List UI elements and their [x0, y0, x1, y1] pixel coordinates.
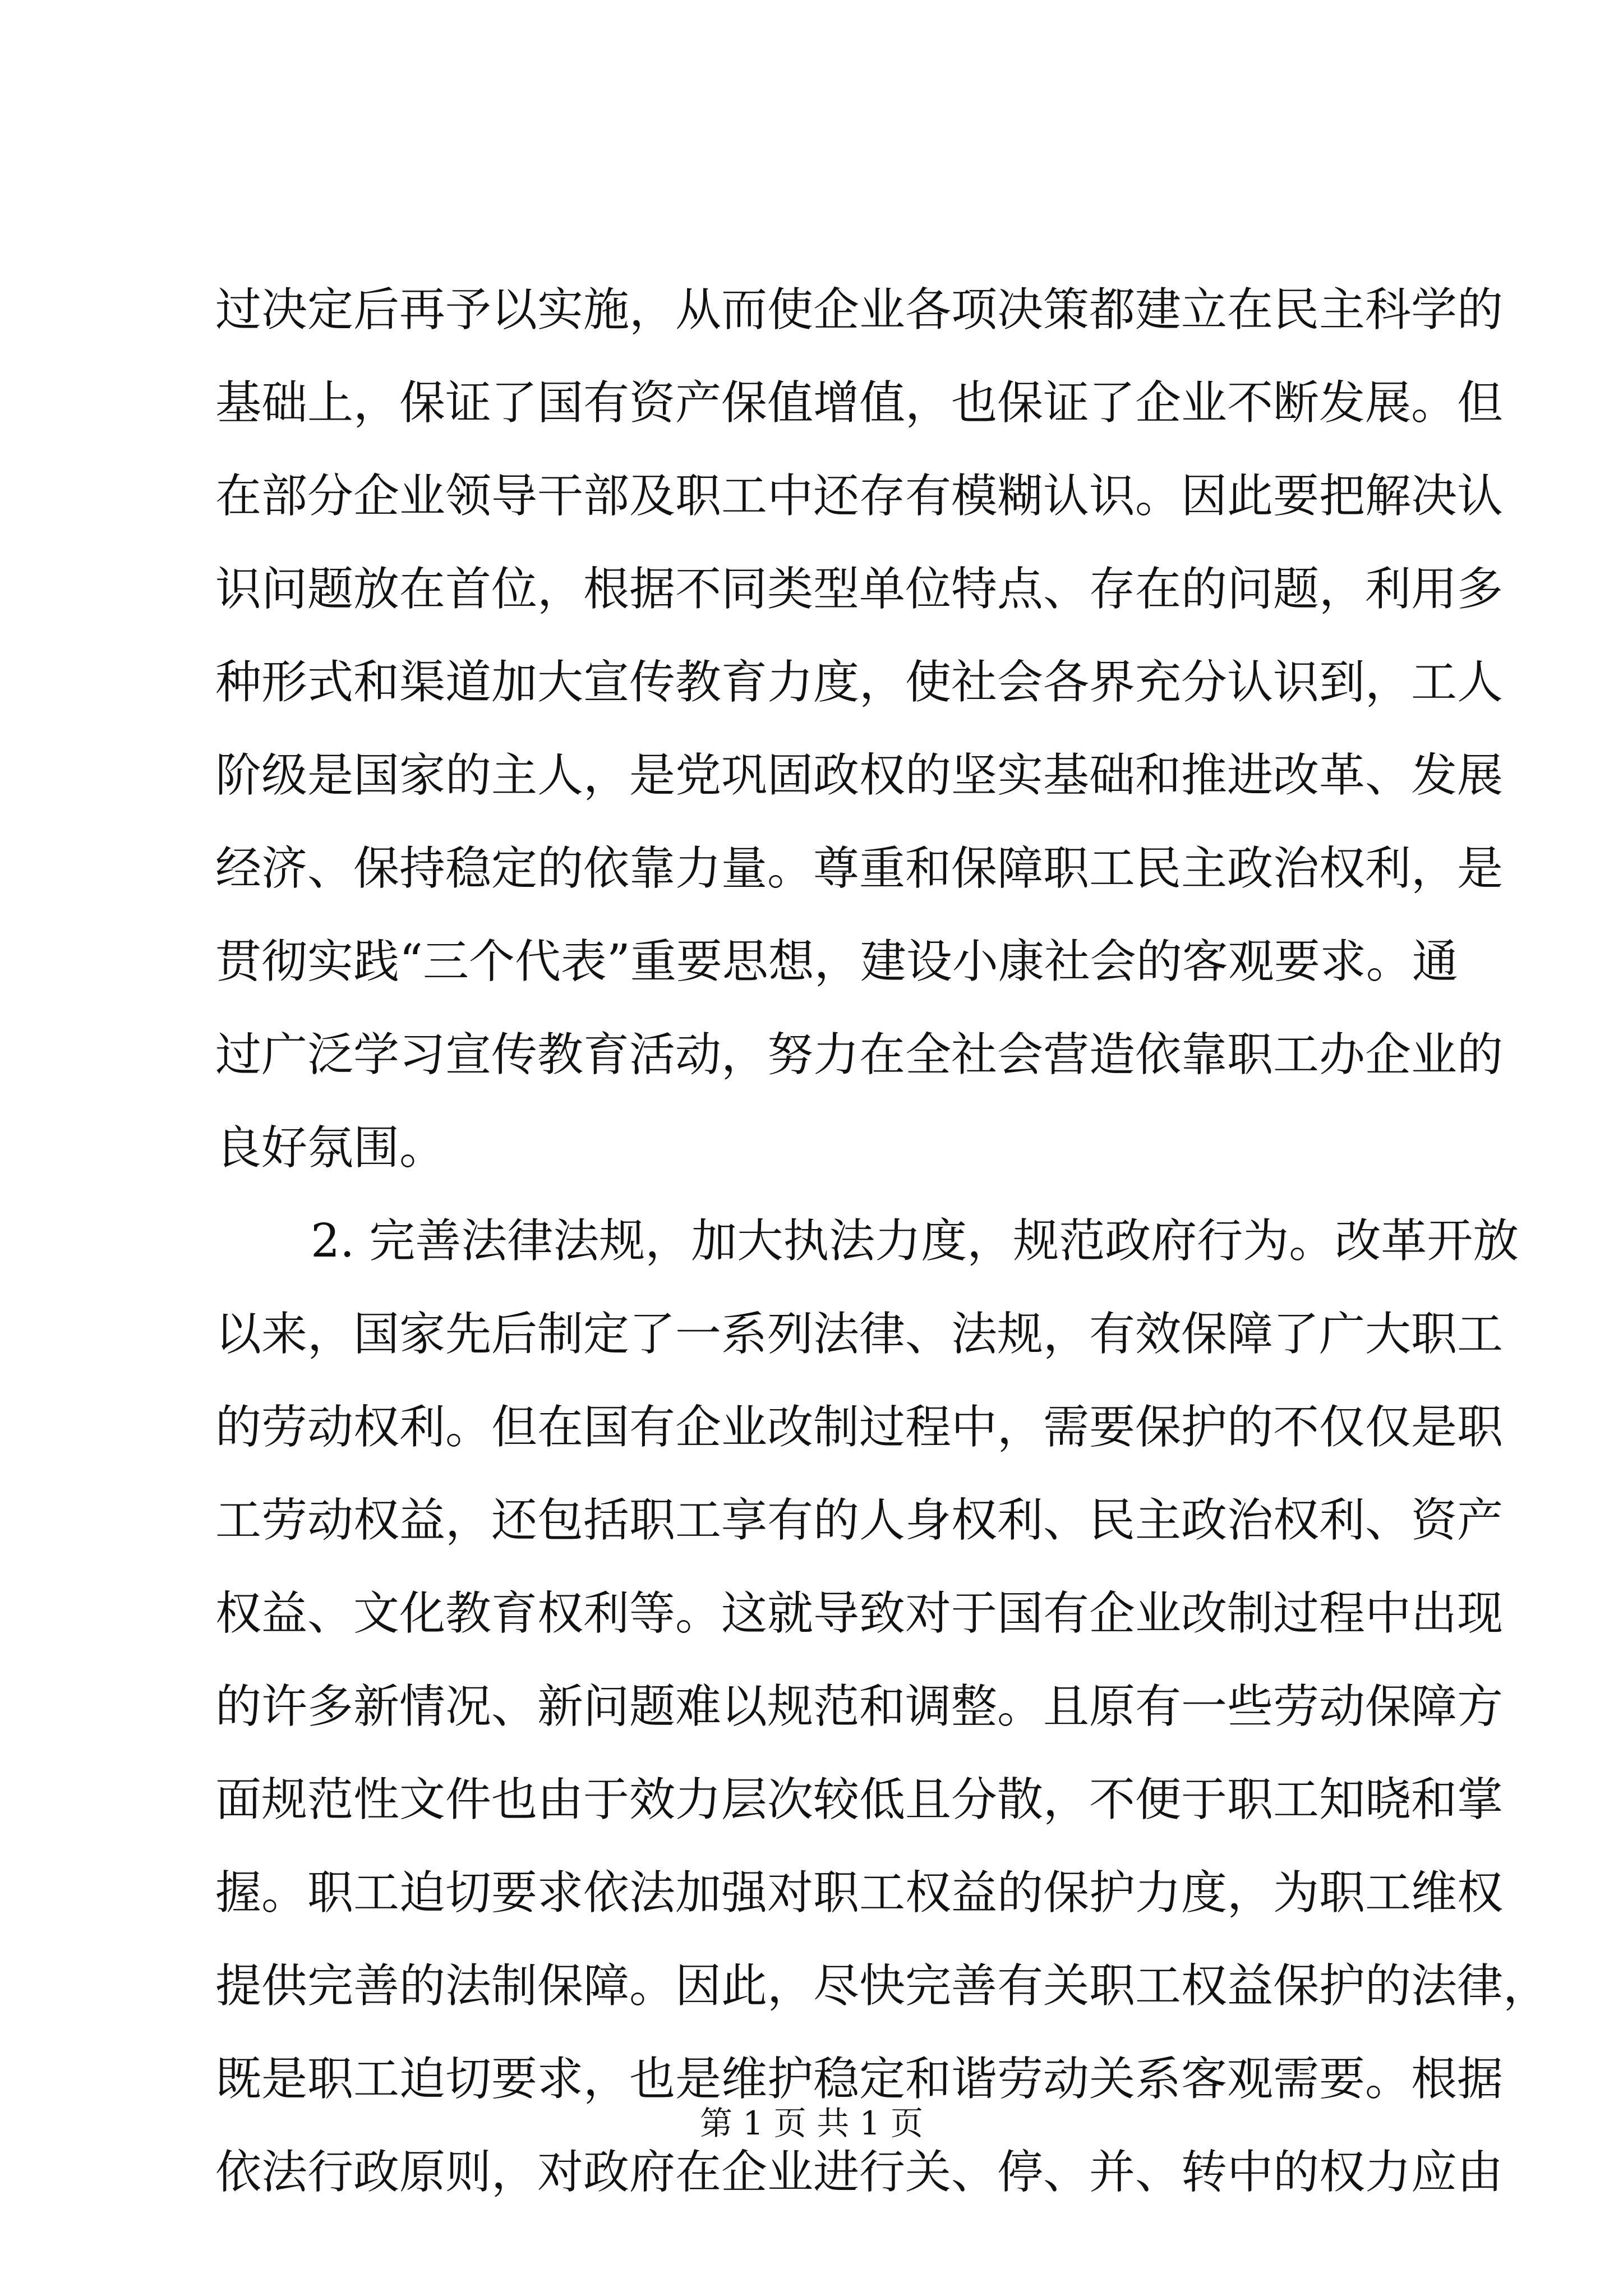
- text-line: 贯彻实践“三个代表”重要思想，建设小康社会的客观要求。通: [215, 935, 1458, 988]
- text-line: 既是职工迫切要求，也是维护稳定和谐劳动关系客观需要。根据: [215, 2053, 1504, 2106]
- text-line: 种形式和渠道加大宣传教育力度，使社会各界充分认识到，工人: [215, 656, 1504, 709]
- text-line: 的许多新情况、新问题难以规范和调整。且原有一些劳动保障方: [215, 1680, 1504, 1733]
- page-number-label: 第 1 页 共 1 页: [700, 2104, 923, 2142]
- text-line: 经济、保持稳定的依靠力量。尊重和保障职工民主政治权利，是: [215, 842, 1504, 895]
- text-line: 在部分企业领导干部及职工中还存有模糊认识。因此要把解决认: [215, 470, 1504, 523]
- text-line: 握。职工迫切要求依法加强对职工权益的保护力度，为职工维权: [215, 1866, 1504, 1920]
- text-line: 权益、文化教育权利等。这就导致对于国有企业改制过程中出现: [215, 1587, 1504, 1640]
- document-body: [215, 264, 1550, 2219]
- text-line: 过决定后再予以实施，从而使企业各项决策都建立在民主科学的: [215, 283, 1504, 337]
- paragraph-2: [215, 1195, 1550, 2219]
- page-footer: [0, 2101, 1623, 2146]
- text-line: 提供完善的法制保障。因此，尽快完善有关职工权益保护的法律，: [215, 1959, 1550, 2013]
- text-line: 依法行政原则，对政府在企业进行关、停、并、转中的权力应由: [215, 2146, 1504, 2199]
- text-line: 基础上，保证了国有资产保值增值，也保证了企业不断发展。但: [215, 376, 1504, 430]
- text-line: 过广泛学习宣传教育活动，努力在全社会营造依靠职工办企业的: [215, 1028, 1504, 1082]
- text-line: 的劳动权利。但在国有企业改制过程中，需要保护的不仅仅是职: [215, 1401, 1504, 1454]
- text-line: 良好氛围。: [215, 1121, 446, 1175]
- text-line: 阶级是国家的主人，是党巩固政权的坚实基础和推进改革、发展: [215, 749, 1504, 802]
- text-line: 2. 完善法律法规，加大执法力度，规范政府行为。改革开放: [311, 1214, 1519, 1268]
- paragraph-1: [215, 264, 1504, 1195]
- text-line: 工劳动权益，还包括职工享有的人身权利、民主政治权利、资产: [215, 1494, 1504, 1547]
- text-line: 识问题放在首位，根据不同类型单位特点、存在的问题，利用多: [215, 563, 1504, 616]
- text-line: 面规范性文件也由于效力层次较低且分散，不便于职工知晓和掌: [215, 1773, 1504, 1826]
- text-line: 以来，国家先后制定了一系列法律、法规，有效保障了广大职工: [215, 1308, 1504, 1361]
